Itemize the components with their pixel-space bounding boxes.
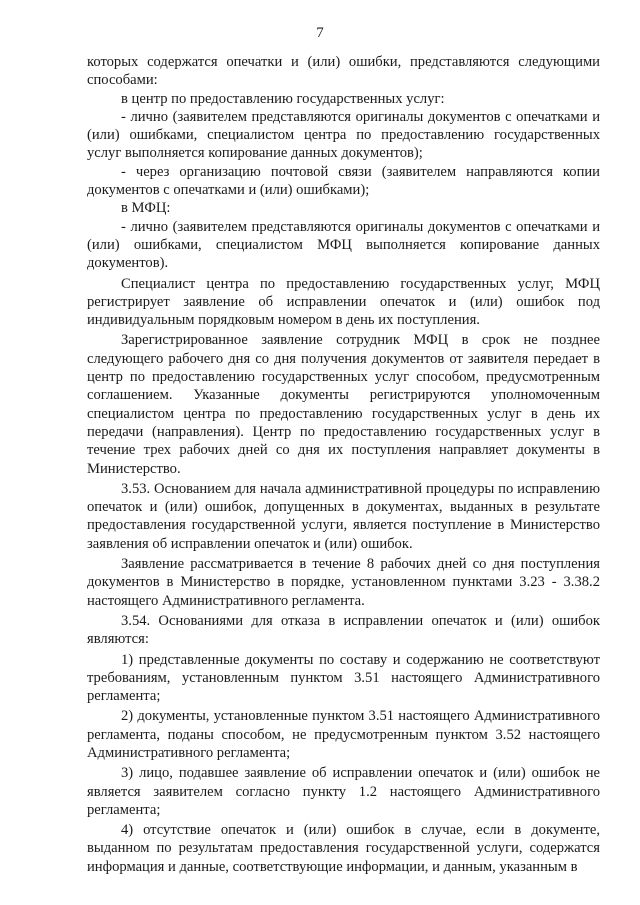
document-body — [87, 53, 600, 876]
paragraph: в МФЦ: — [121, 200, 171, 217]
paragraph: 3.54. Основаниями для отказа в исправлении опечаток и (или) ошибок являются: — [87, 612, 600, 648]
paragraph: Заявление рассматривается в течение 8 рабочих дней со дня поступления документов в Министерство в порядке, установленном пунктами 3.23 - 3.38.2 настоящего Административного регламента. — [87, 556, 600, 609]
paragraph: в центр по предоставлению государственных услуг: — [121, 90, 445, 107]
paragraph: 2) документы, установленные пунктом 3.51 настоящего Административного регламента, поданы способом, не предусмотренным пунктом 3.52 настоящего Административного регламента; — [87, 708, 600, 761]
paragraph: - лично (заявителем представляются оригиналы документов с опечатками и (или) ошибками, специалистом центра по предоставлению государственных услуг выполняется копирование данных документов); — [87, 108, 600, 162]
paragraph: - через организацию почтовой связи (заявителем направляются копии документов с опечатками и (или) ошибками); — [87, 163, 600, 199]
page-number: 7 — [316, 25, 324, 41]
paragraph: Зарегистрированное заявление сотрудник МФЦ в срок не позднее следующего рабочего дня со дня получения документов от заявителя передает в центр по предоставлению государственных услуг способом, предусмотренным соглашением. Указанные документы регистрируются уполномоченным специалистом центра по предоставлению государственных услуг в день их передачи (направления). Центр по предоставлению государственных услуг в течение трех рабочих дней со дня их поступления направляет документы в Министерство. — [87, 332, 600, 477]
paragraph: которых содержатся опечатки и (или) ошибки, представляются следующими способами: — [87, 54, 600, 89]
paragraph: Специалист центра по предоставлению государственных услуг, МФЦ регистрирует заявление об исправлении опечаток и (или) ошибок под индивидуальным порядковым номером в день их поступления. — [87, 275, 600, 329]
paragraph: 4) отсутствие опечаток и (или) ошибок в случае, если в документе, выданном по результатам предоставления государственной услуги, содержатся информация и данные, соответствующие информации, и данным, указанным в — [87, 822, 600, 875]
paragraph: 3) лицо, подавшее заявление об исправлении опечаток и (или) ошибок не является заявителем согласно пункту 1.2 настоящего Административного регламента; — [87, 765, 600, 818]
paragraph: 1) представленные документы по составу и содержанию не соответствуют требованиям, установленным пунктом 3.51 настоящего Административного регламента; — [87, 651, 600, 705]
paragraph: 3.53. Основанием для начала административной процедуры по исправлению опечаток и (или) ошибок, допущенных в документах, выданных в результате предоставления государственной услуги, является поступление в Министерство заявления об исправлении опечаток и (или) ошибок. — [87, 480, 600, 552]
paragraph: - лично (заявителем представляются оригиналы документов с опечатками и (или) ошибками, специалистом МФЦ выполняется копирование данных документов). — [87, 218, 600, 272]
